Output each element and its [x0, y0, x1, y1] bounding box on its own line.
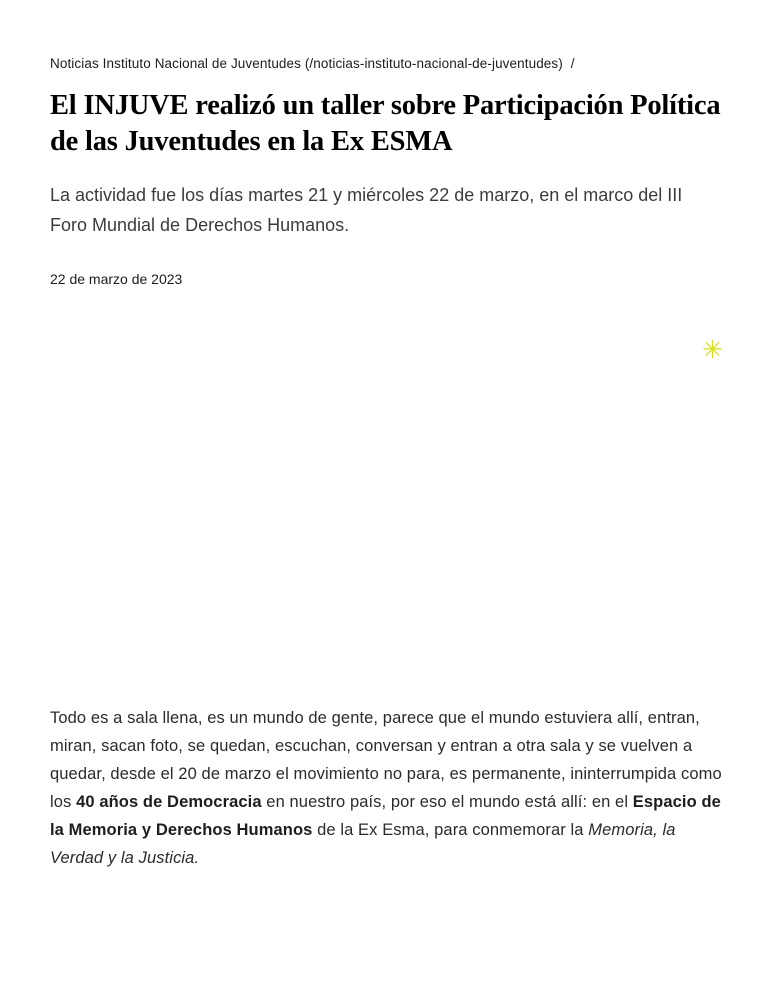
- breadcrumb: [50, 55, 723, 72]
- body-bold-democracia: 40 años de Democracia: [76, 793, 262, 811]
- breadcrumb-separator: /: [570, 56, 575, 71]
- body-italic-memoria-verdad-justicia: Memoria, la Verdad y la Justicia.: [50, 821, 676, 867]
- breadcrumb-link[interactable]: Noticias Instituto Nacional de Juventudes (/noticias-instituto-nacional-de-juventudes): [50, 56, 563, 71]
- body-bold-espacio-memoria: Espacio de la Memoria y Derechos Humanos: [50, 793, 721, 839]
- page-title: El INJUVE realizó un taller sobre Participación Política de las Juventudes en la Ex ESMA: [50, 90, 721, 157]
- article-lede: La actividad fue los días martes 21 y miércoles 22 de marzo, en el marco del III Foro Mundial de Derechos Humanos.: [50, 185, 683, 235]
- article-date: 22 de marzo de 2023: [50, 271, 183, 287]
- loading-spinner-icon: ✳: [702, 336, 723, 364]
- article-body: [50, 704, 723, 872]
- image-placeholder: [50, 306, 723, 698]
- body-text-segment: de la Ex Esma, para conmemorar la: [312, 821, 589, 839]
- body-text-segment: Todo es a sala llena, es un mundo de gente, parece que el mundo estuviera allí, entran, miran, sacan foto, se quedan, escuchan, conversan y entran a otra sala y se vuelven a quedar, desde el 20 de marzo el movimiento no para, es permanente, ininterrumpida como los: [50, 709, 722, 811]
- body-text-segment: en nuestro país, por eso el mundo está allí: en el: [261, 793, 633, 811]
